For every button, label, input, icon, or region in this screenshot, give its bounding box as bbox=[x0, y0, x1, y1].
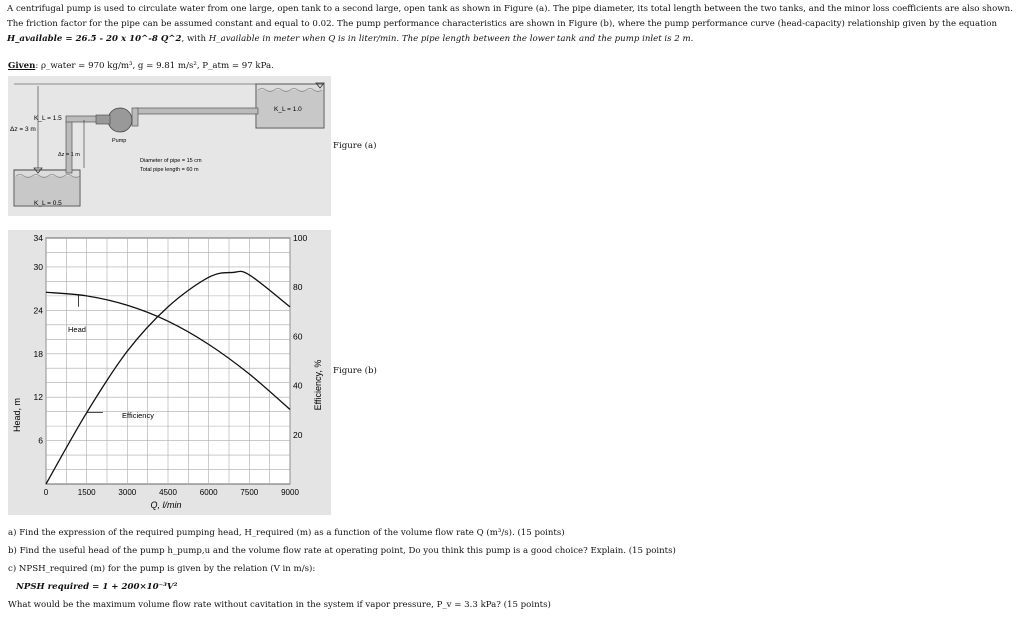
x-tick-label: 1500 bbox=[77, 488, 96, 497]
dz-total: Δz = 3 m bbox=[10, 126, 36, 133]
x-axis-label: Q, l/min bbox=[150, 500, 182, 510]
figure-a-caption: Figure (a) bbox=[333, 141, 377, 151]
pump-equation: H_available = 26.5 - 20 x 10^-8 Q^2 bbox=[7, 34, 182, 44]
pump-performance-chart bbox=[8, 230, 331, 515]
x-tick-label: 7500 bbox=[240, 488, 259, 497]
intro-text: A centrifugal pump is used to circulate water from one large, open tank to a second large, open tank as shown in Figure (a). The pipe diameter, its total length between the two tanks, and the minor loss coefficients are also shown. The friction factor for the pipe can be assumed constant and equal to 0.02. The pump performance characteristics are shown in Figure (b), where the pump performance curve (head-capacity) relationship given by the equation bbox=[7, 4, 1013, 29]
x-tick-label: 0 bbox=[43, 488, 49, 497]
y-left-tick-label: 18 bbox=[33, 348, 43, 359]
y-left-tick-label: 6 bbox=[38, 435, 43, 446]
y-right-tick-label: 80 bbox=[293, 282, 303, 293]
question-c-final: What would be the maximum volume flow rate without cavitation in the system if vapor pressure, P_v = 3.3 kPa? (15 points) bbox=[8, 600, 551, 610]
y-axis-left-label: Head, m bbox=[12, 397, 22, 433]
y-right-tick-label: 100 bbox=[293, 233, 308, 243]
kl-lower: K_L = 0.5 bbox=[34, 200, 62, 207]
y-right-tick-label: 60 bbox=[293, 331, 303, 342]
problem-statement bbox=[7, 2, 1019, 47]
x-tick-label: 6000 bbox=[199, 488, 218, 497]
npsh-equation: NPSH required = 1 + 200×10⁻³V² bbox=[16, 582, 178, 592]
dz-pump: Δz = 1 m bbox=[58, 152, 80, 158]
given-line: Given: ρ_water = 970 kg/m³, g = 9.81 m/s², P_atm = 97 kPa. bbox=[8, 61, 274, 71]
y-left-tick-label: 34 bbox=[33, 233, 43, 243]
suction-pipe bbox=[66, 121, 72, 173]
y-right-tick-label: 20 bbox=[293, 429, 303, 440]
x-tick-label: 4500 bbox=[159, 488, 177, 497]
pump-icon bbox=[108, 108, 132, 132]
y-left-tick-label: 12 bbox=[33, 392, 43, 403]
kl-upper-left: K_L = 1.5 bbox=[34, 115, 62, 122]
figure-a bbox=[8, 76, 331, 216]
havailable-note: H_available in meter when Q is in liter/min. The pipe length between the lower tank and the pump inlet is 2 m. bbox=[208, 34, 694, 44]
kl-upper-right: K_L = 1.0 bbox=[274, 106, 302, 113]
y-axis-right-label: Efficiency, % bbox=[313, 359, 323, 411]
y-right-tick-label: 40 bbox=[293, 380, 303, 391]
figure-b-caption: Figure (b) bbox=[333, 366, 377, 376]
question-b: b) Find the useful head of the pump h_pump,u and the volume flow rate at operating point, Do you think this pump is a good choice? Explain. (15 points) bbox=[8, 546, 676, 556]
efficiency-annotation: Efficiency bbox=[122, 411, 154, 420]
given-label: Given bbox=[8, 61, 36, 71]
x-tick-label: 3000 bbox=[118, 488, 137, 497]
equation-suffix: , with bbox=[181, 34, 207, 44]
y-left-tick-label: 24 bbox=[33, 305, 43, 316]
question-c: c) NPSH_required (m) for the pump is given by the relation (V in m/s): bbox=[8, 564, 316, 574]
pump-label: Pump bbox=[112, 138, 127, 144]
system-schematic bbox=[8, 76, 331, 216]
head-annotation: Head bbox=[68, 325, 86, 334]
given-values: ρ_water = 970 kg/m³, g = 9.81 m/s², P_atm = 97 kPa. bbox=[40, 61, 274, 71]
y-left-tick-label: 30 bbox=[33, 261, 43, 272]
question-a: a) Find the expression of the required pumping head, H_required (m) as a function of the volume flow rate Q (m³/s). (15 points) bbox=[8, 528, 565, 538]
pipe-diameter: Diameter of pipe = 15 cm bbox=[140, 158, 202, 164]
pipe-length: Total pipe length = 60 m bbox=[140, 167, 199, 173]
figure-b bbox=[8, 230, 331, 515]
discharge-pipe bbox=[136, 108, 258, 114]
x-tick-label: 9000 bbox=[281, 488, 299, 497]
